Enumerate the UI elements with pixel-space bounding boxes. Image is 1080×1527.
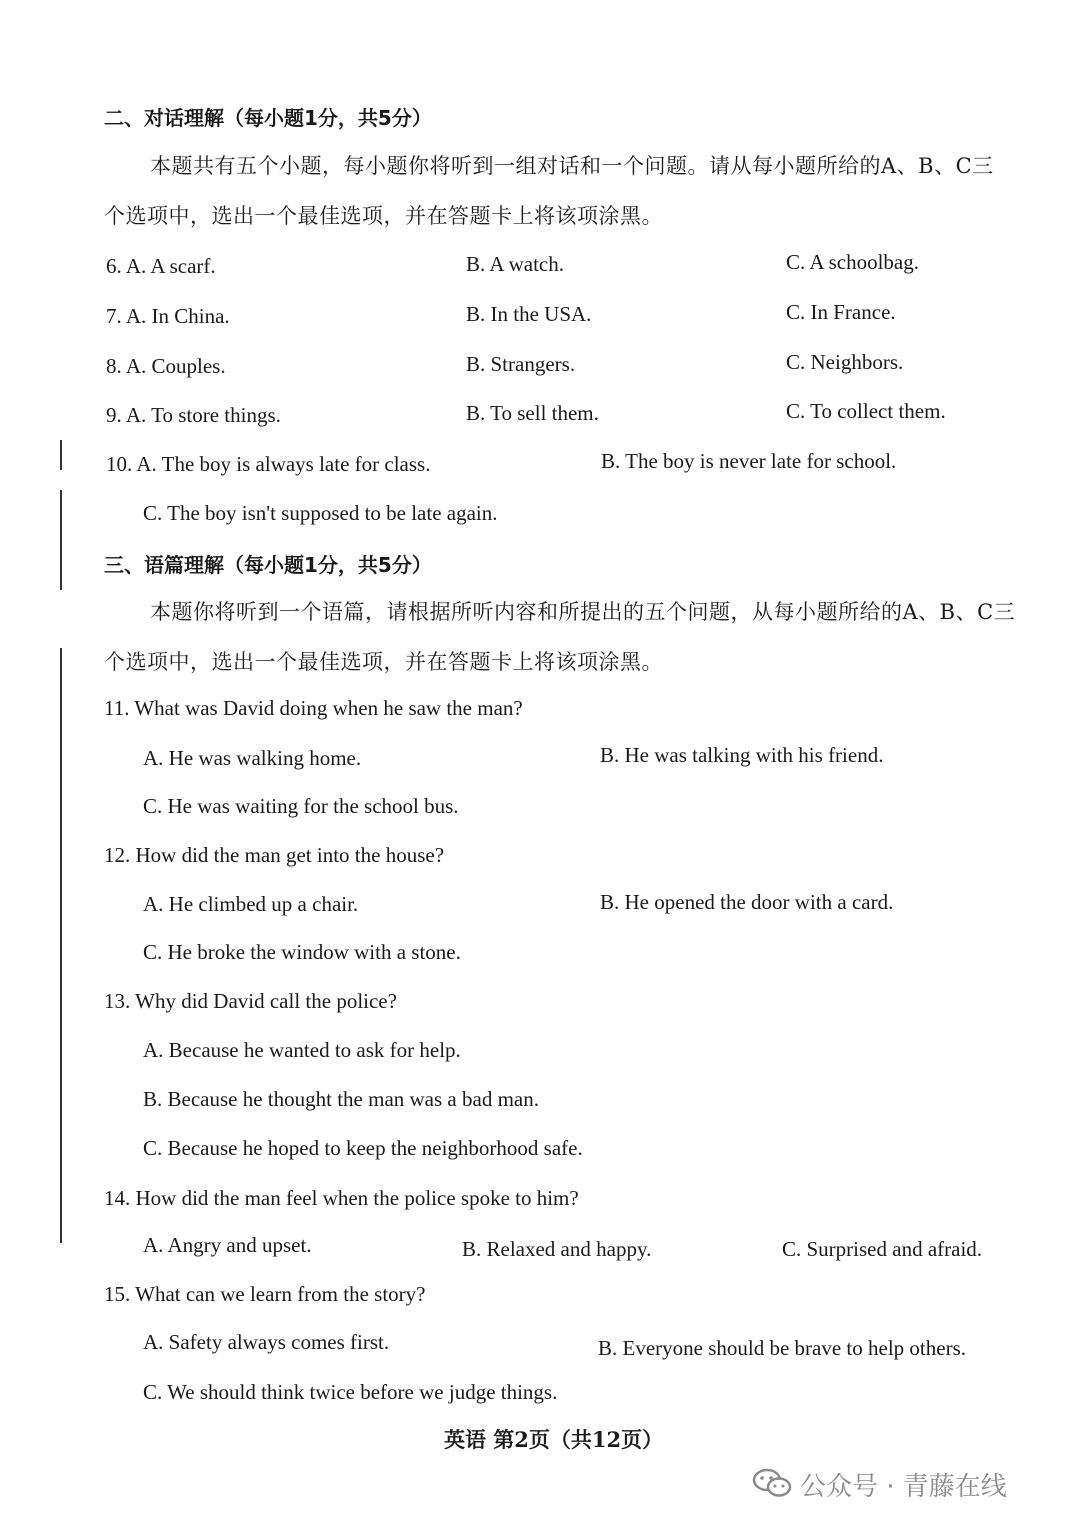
q11-stem: 11. What was David doing when he saw the man? xyxy=(104,696,523,720)
q7-option-c: C. In France. xyxy=(786,300,896,324)
q13-option-c: C. Because he hoped to keep the neighborhood safe. xyxy=(143,1136,583,1160)
q12-stem: 12. How did the man get into the house? xyxy=(104,843,445,867)
q15-option-c: C. We should think twice before we judge things. xyxy=(143,1380,558,1404)
q8-option-a: 8. A. Couples. xyxy=(106,354,226,378)
q15-stem: 15. What can we learn from the story? xyxy=(104,1282,426,1306)
wechat-icon xyxy=(752,1468,792,1498)
q10-option-b: B. The boy is never late for school. xyxy=(601,449,897,473)
q7-option-b: B. In the USA. xyxy=(466,302,592,326)
q9-option-a: 9. A. To store things. xyxy=(106,403,281,427)
section3-instr-line2: 个选项中，选出一个最佳选项，并在答题卡上将该项涂黑。 xyxy=(104,650,663,674)
q12-option-b: B. He opened the door with a card. xyxy=(600,890,894,914)
q15-option-b: B. Everyone should be brave to help others. xyxy=(598,1336,966,1360)
q8-option-b: B. Strangers. xyxy=(466,352,576,376)
q9-option-b: B. To sell them. xyxy=(466,401,599,425)
q14-option-b: B. Relaxed and happy. xyxy=(462,1237,652,1261)
q13-option-b: B. Because he thought the man was a bad man. xyxy=(143,1087,539,1111)
q9-option-c: C. To collect them. xyxy=(786,399,946,423)
q13-stem: 13. Why did David call the police? xyxy=(104,989,397,1013)
q11-option-c: C. He was waiting for the school bus. xyxy=(143,794,459,818)
section2-instr-line1: 本题共有五个小题，每小题你将听到一组对话和一个问题。请从每小题所给的A、B、C三 xyxy=(150,154,994,178)
q11-option-a: A. He was walking home. xyxy=(143,746,362,770)
binding-line-2 xyxy=(60,490,62,590)
q6-option-b: B. A watch. xyxy=(466,252,564,276)
section2-instr-line2: 个选项中，选出一个最佳选项，并在答题卡上将该项涂黑。 xyxy=(104,204,663,228)
q11-option-b: B. He was talking with his friend. xyxy=(600,743,884,767)
q15-option-a: A. Safety always comes first. xyxy=(143,1330,390,1354)
section2-heading: 二、对话理解（每小题1分，共5分） xyxy=(104,106,432,130)
q13-option-a: A. Because he wanted to ask for help. xyxy=(143,1038,461,1062)
q8-option-c: C. Neighbors. xyxy=(786,350,904,374)
binding-line-1 xyxy=(60,440,62,470)
q12-option-a: A. He climbed up a chair. xyxy=(143,892,359,916)
q6-option-c: C. A schoolbag. xyxy=(786,250,920,274)
q7-option-a: 7. A. In China. xyxy=(106,304,230,328)
page-footer: 英语 第2页（共12页） xyxy=(444,1427,664,1452)
q6-option-a: 6. A. A scarf. xyxy=(106,254,216,278)
section3-instr-line1: 本题你将听到一个语篇，请根据所听内容和所提出的五个问题，从每小题所给的A、B、C三 xyxy=(150,600,1016,624)
q14-option-a: A. Angry and upset. xyxy=(143,1233,312,1257)
watermark-text: 公众号 · 青藤在线 xyxy=(800,1472,1007,1502)
q14-stem: 14. How did the man feel when the police spoke to him? xyxy=(104,1186,579,1210)
q12-option-c: C. He broke the window with a stone. xyxy=(143,940,461,964)
binding-line-3 xyxy=(60,648,62,1243)
q10-option-c: C. The boy isn't supposed to be late again. xyxy=(143,501,498,525)
section3-heading: 三、语篇理解（每小题1分，共5分） xyxy=(104,553,432,577)
q14-option-c: C. Surprised and afraid. xyxy=(782,1237,983,1261)
q10-option-a: 10. A. The boy is always late for class. xyxy=(106,452,431,476)
